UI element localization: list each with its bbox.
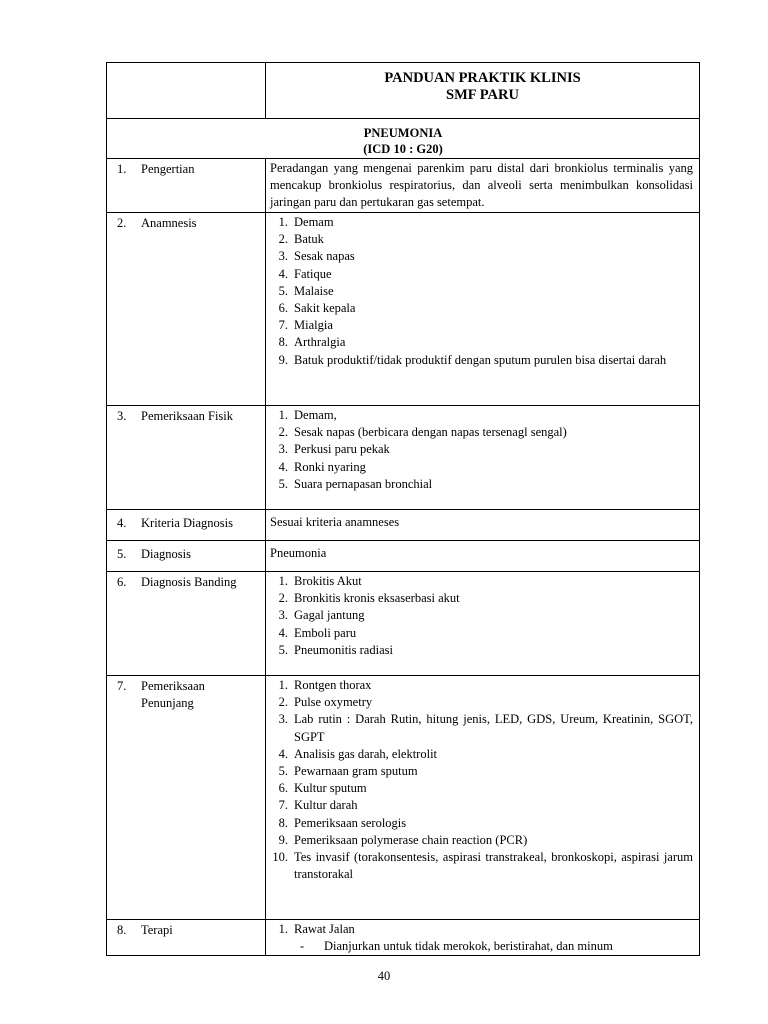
list-item-text: Sakit kepala — [294, 301, 356, 316]
list-item — [270, 407, 693, 424]
list-item-number: 9. — [278, 832, 288, 847]
list-item-number: 7. — [278, 798, 288, 813]
row-label-text: Anamnesis — [141, 216, 197, 230]
row-content — [266, 213, 700, 406]
row-content — [266, 920, 700, 956]
list-item-number: 2. — [278, 425, 288, 440]
list-item-text: Perkusi paru pekak — [294, 442, 390, 457]
row-anamnesis — [107, 213, 700, 406]
row-label-text: Terapi — [141, 923, 173, 937]
list-item-text: Pulse oxymetry — [294, 695, 373, 710]
row-diagnosis — [107, 541, 700, 572]
list-item — [270, 231, 693, 248]
anamnesis-list — [270, 214, 693, 369]
row-number: 5. — [117, 547, 127, 561]
page-number: 40 — [377, 969, 391, 983]
list-item-number: 5. — [278, 283, 288, 298]
list-item-number: 3. — [278, 608, 288, 623]
row-label — [107, 920, 266, 956]
list-item-text: Batuk produktif/tidak produktif dengan sputum purulen bisa disertai darah — [294, 352, 667, 367]
list-item-number: 8. — [278, 815, 288, 830]
list-item — [270, 849, 693, 883]
header-title-cell — [266, 63, 700, 119]
list-item-text: Suara pernapasan bronchial — [294, 476, 433, 491]
sub-list-item — [270, 938, 693, 955]
list-item — [270, 590, 693, 607]
row-content — [266, 159, 700, 213]
list-item — [270, 677, 693, 694]
list-item-text: Rontgen thorax — [294, 678, 372, 692]
header-logo-cell — [107, 63, 266, 119]
row-pemeriksaan-fisik — [107, 406, 700, 510]
list-item — [270, 317, 693, 334]
diagnosis-text: Pneumonia — [270, 546, 327, 560]
list-item-number: 3. — [278, 712, 288, 727]
list-item-text: Bronkitis kronis eksaserbasi akut — [294, 591, 460, 606]
header-row — [107, 63, 700, 119]
list-item-text: Gagal jantung — [294, 608, 365, 623]
row-number: 8. — [117, 923, 127, 937]
row-label — [107, 572, 266, 676]
list-item-text: Fatique — [294, 266, 332, 281]
list-item-number: 4. — [278, 746, 288, 761]
list-item — [270, 476, 693, 493]
list-item-text: Kultur sputum — [294, 781, 367, 796]
clinical-guideline-document — [106, 62, 699, 956]
list-item-number: 1. — [278, 678, 288, 692]
list-item-text: Arthralgia — [294, 335, 346, 350]
list-item — [270, 625, 693, 642]
row-label — [107, 510, 266, 541]
list-item-number: 4. — [278, 625, 288, 640]
list-item-text: Demam — [294, 215, 334, 229]
list-item — [270, 746, 693, 763]
row-kriteria-diagnosis — [107, 510, 700, 541]
row-label-text: Diagnosis — [141, 547, 191, 561]
list-item — [270, 248, 693, 265]
list-item-text: Kultur darah — [294, 798, 358, 813]
list-item-text: Sesak napas — [294, 249, 355, 264]
list-item-number: 1. — [278, 215, 288, 229]
disease-code: (ICD 10 : G20) — [363, 142, 443, 156]
list-item-text: Brokitis Akut — [294, 574, 362, 588]
row-number: 7. — [117, 679, 127, 693]
list-item-number: 1. — [278, 574, 288, 588]
list-item — [270, 300, 693, 317]
list-item — [270, 832, 693, 849]
guideline-table — [106, 62, 700, 956]
list-item-number: 5. — [278, 764, 288, 779]
list-item-number: 6. — [278, 781, 288, 796]
row-number: 1. — [117, 162, 127, 176]
definition-text: Peradangan yang mengenai parenkim paru distal dari bronkiolus terminalis yang mencakup bronkiolus respiratorius, dan alveoli serta menimbulkan konsolidasi jaringan paru dan pertukaran gas setempat. — [270, 161, 693, 210]
list-item-text: Emboli paru — [294, 625, 357, 640]
row-label — [107, 213, 266, 406]
therapy-list — [270, 921, 693, 938]
list-item — [270, 694, 693, 711]
row-label-text: Pemeriksaan Penunjang — [141, 679, 205, 711]
list-item-number: 7. — [278, 318, 288, 333]
row-content — [266, 406, 700, 510]
row-label — [107, 159, 266, 213]
list-item — [270, 642, 693, 659]
list-item — [270, 214, 693, 231]
dash-bullet: - — [300, 939, 305, 954]
list-item-text: Pneumonitis radiasi — [294, 642, 393, 657]
list-item-text: Lab rutin : Darah Rutin, hitung jenis, LED, GDS, Ureum, Kreatinin, SGOT, SGPT — [294, 712, 693, 744]
list-item-text: Pemeriksaan serologis — [294, 815, 407, 830]
list-item-number: 4. — [278, 266, 288, 281]
row-number: 4. — [117, 516, 127, 530]
list-item-text: Tes invasif (torakonsentesis, aspirasi transtrakeal, bronkoskopi, aspirasi jarum transtorakal — [294, 850, 693, 882]
supporting-exam-list — [270, 677, 693, 883]
row-label — [107, 676, 266, 920]
subheader-cell — [107, 119, 700, 159]
physical-exam-list — [270, 407, 693, 493]
sub-list-item-text: Dianjurkan untuk tidak merokok, beristirahat, dan minum — [324, 939, 613, 954]
row-label-text: Diagnosis Banding — [141, 575, 237, 589]
list-item-text: Malaise — [294, 283, 334, 298]
disease-name: PNEUMONIA — [363, 126, 443, 140]
list-item-number: 5. — [278, 476, 288, 491]
list-item-number: 8. — [278, 335, 288, 350]
list-item-number: 1. — [278, 408, 288, 422]
row-label — [107, 541, 266, 572]
list-item — [270, 763, 693, 780]
list-item-number: 3. — [278, 249, 288, 264]
list-item — [270, 573, 693, 590]
list-item — [270, 352, 693, 369]
list-item — [270, 815, 693, 832]
row-number: 3. — [117, 409, 127, 423]
row-pengertian — [107, 159, 700, 213]
list-item-text: Batuk — [294, 232, 324, 247]
document-title-line2: SMF PARU — [446, 87, 519, 103]
list-item-number: 6. — [278, 301, 288, 316]
row-number: 2. — [117, 216, 127, 230]
therapy-sub-list — [270, 938, 693, 955]
list-item-text: Sesak napas (berbicara dengan napas tersenagl sengal) — [294, 425, 567, 440]
list-item-text: Ronki nyaring — [294, 459, 366, 474]
subheader-row — [107, 119, 700, 159]
list-item-text: Analisis gas darah, elektrolit — [294, 746, 438, 761]
row-content — [266, 510, 700, 541]
document-title-line1: PANDUAN PRAKTIK KLINIS — [384, 70, 581, 86]
row-label — [107, 406, 266, 510]
list-item-number: 10. — [272, 850, 288, 865]
differential-diagnosis-list — [270, 573, 693, 659]
row-terapi — [107, 920, 700, 956]
list-item-number: 2. — [278, 591, 288, 606]
list-item — [270, 334, 693, 351]
list-item — [270, 266, 693, 283]
list-item-text: Pewarnaan gram sputum — [294, 764, 418, 779]
list-item — [270, 607, 693, 624]
row-content — [266, 541, 700, 572]
row-label-text: Kriteria Diagnosis — [141, 516, 233, 530]
criteria-text: Sesuai kriteria anamneses — [270, 515, 400, 529]
list-item-number: 1. — [278, 922, 288, 936]
row-content — [266, 676, 700, 920]
row-label-text: Pengertian — [141, 162, 195, 176]
list-item-number: 3. — [278, 442, 288, 457]
row-content — [266, 572, 700, 676]
list-item-number: 4. — [278, 459, 288, 474]
list-item-number: 9. — [278, 352, 288, 367]
list-item-number: 5. — [278, 642, 288, 657]
list-item-text: Pemeriksaan polymerase chain reaction (PCR) — [294, 832, 528, 847]
row-label-text: Pemeriksaan Fisik — [141, 409, 234, 423]
list-item-text: Demam, — [294, 408, 337, 422]
list-item-number: 2. — [278, 232, 288, 247]
list-item — [270, 441, 693, 458]
list-item — [270, 797, 693, 814]
list-item-text: Mialgia — [294, 318, 333, 333]
list-item — [270, 711, 693, 745]
row-pemeriksaan-penunjang — [107, 676, 700, 920]
list-item — [270, 780, 693, 797]
list-item-number: 2. — [278, 695, 288, 710]
list-item — [270, 459, 693, 476]
row-number: 6. — [117, 575, 127, 589]
disease-title — [107, 119, 699, 157]
list-item — [270, 921, 693, 938]
list-item — [270, 283, 693, 300]
list-item — [270, 424, 693, 441]
document-title — [266, 63, 699, 104]
row-diagnosis-banding — [107, 572, 700, 676]
list-item-text: Rawat Jalan — [294, 922, 355, 936]
